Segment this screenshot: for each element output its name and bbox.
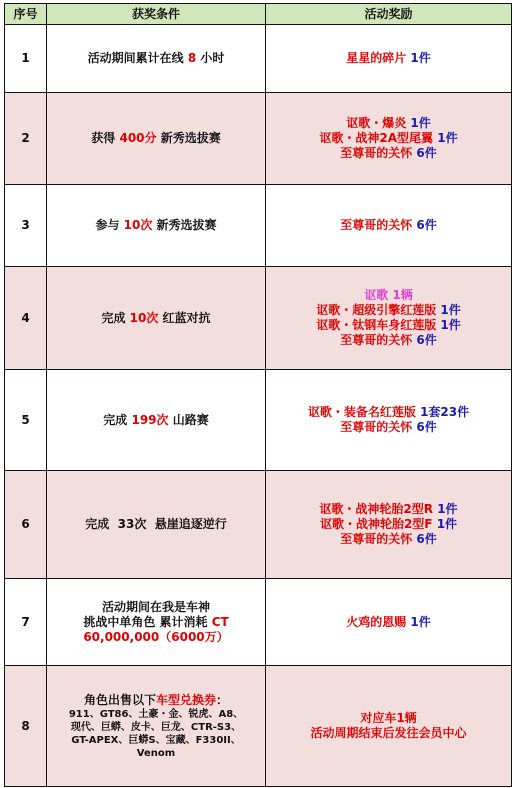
- condition-cell: [47, 185, 266, 267]
- reward-line: [266, 131, 511, 146]
- reward-qty: 1件: [410, 116, 431, 130]
- reward-item: 至尊哥的关怀: [340, 532, 413, 546]
- reward-line: [266, 532, 511, 547]
- condition-text: 活动期间累计在线: [87, 51, 184, 65]
- header-no: 序号: [5, 4, 47, 25]
- condition-text: ：: [216, 692, 229, 707]
- reward-cell: [266, 267, 512, 370]
- reward-line: [266, 420, 511, 435]
- reward-qty: 1件: [437, 502, 458, 516]
- table-row: [5, 185, 512, 267]
- condition-text: 参与: [95, 218, 120, 232]
- row-number: 6: [5, 471, 47, 579]
- condition-value: CT: [211, 614, 229, 629]
- reward-line: [266, 288, 511, 303]
- condition-cell: [47, 471, 266, 579]
- row-number: 4: [5, 267, 47, 370]
- reward-cell: [266, 666, 512, 787]
- condition-cell: [47, 267, 266, 370]
- condition-cell: [47, 370, 266, 471]
- condition-line: [47, 693, 265, 708]
- condition-text: 红蓝对抗: [162, 310, 211, 325]
- table-header-row: [5, 4, 512, 25]
- condition-text: 完成: [103, 412, 128, 427]
- reward-cell: [266, 370, 512, 471]
- reward-item: 讴歌・钛钢车身红莲版: [316, 318, 437, 332]
- table-row: [5, 471, 512, 579]
- condition-text: 完成: [101, 310, 126, 325]
- condition-text: 完成 33次 悬崖追逐逆行: [85, 517, 227, 531]
- reward-item: 讴歌・装备名红莲版: [307, 405, 416, 419]
- condition-value: 车型兑换券: [155, 692, 216, 707]
- reward-table: [4, 3, 512, 787]
- condition-value: 199次: [131, 412, 169, 427]
- reward-qty: 1件: [410, 614, 431, 629]
- reward-line: [266, 333, 511, 348]
- condition-cell: [47, 666, 266, 787]
- reward-line: [266, 318, 511, 333]
- reward-line: [266, 517, 511, 532]
- reward-qty: 6件: [416, 218, 437, 232]
- reward-cell: [266, 471, 512, 579]
- reward-item: 至尊哥的关怀: [340, 146, 413, 160]
- reward-item: 讴歌・战神轮胎2型R: [319, 502, 434, 516]
- table-row: [5, 93, 512, 185]
- reward-item: 讴歌・爆炎: [346, 116, 407, 130]
- reward-line: 活动周期结束后发往会员中心: [310, 726, 467, 740]
- condition-text: 角色出售以下: [83, 692, 156, 707]
- table-row: [5, 666, 512, 787]
- condition-text: 挑战中单角色 累计消耗: [83, 614, 208, 629]
- condition-value: 10次: [123, 218, 153, 232]
- reward-item: 讴歌: [364, 288, 389, 302]
- row-number: 3: [5, 185, 47, 267]
- reward-qty: 1套23件: [420, 405, 470, 419]
- condition-cell: [47, 93, 266, 185]
- reward-line: [266, 405, 511, 420]
- reward-qty: 1件: [437, 131, 458, 145]
- condition-value: 400分: [119, 131, 157, 145]
- condition-value: 10次: [129, 310, 159, 325]
- condition-value: 8: [187, 51, 197, 65]
- header-reward: 活动奖励: [266, 4, 512, 25]
- reward-item: 讴歌・超级引擎红莲版: [316, 303, 437, 317]
- condition-text: 小时: [200, 51, 225, 65]
- reward-qty: 6件: [416, 333, 437, 347]
- reward-item: 至尊哥的关怀: [340, 333, 413, 347]
- reward-item: 星星的碎片: [346, 51, 407, 65]
- table-row: [5, 25, 512, 93]
- row-number: 5: [5, 370, 47, 471]
- table-row: [5, 267, 512, 370]
- row-number: 2: [5, 93, 47, 185]
- condition-text: 获得: [91, 131, 116, 145]
- car-list-line: Venom: [136, 747, 176, 759]
- condition-text: 山路赛: [172, 412, 209, 427]
- row-number: 8: [5, 666, 47, 787]
- reward-item: 讴歌・战神轮胎2型F: [319, 517, 433, 531]
- reward-line: [266, 303, 511, 318]
- reward-item: 火鸡的恩赐: [346, 614, 407, 629]
- reward-qty: 1件: [436, 517, 458, 531]
- header-condition: 获奖条件: [47, 4, 266, 25]
- condition-value: 60,000,000（6000万）: [83, 629, 229, 644]
- reward-line: 对应车1辆: [360, 711, 417, 725]
- reward-line: [266, 146, 511, 161]
- reward-qty: 1件: [440, 303, 461, 317]
- reward-qty: 1件: [410, 51, 431, 65]
- car-list-line: 现代、巨蟒、皮卡、巨龙、CTR-S3、: [70, 721, 242, 733]
- reward-qty: 6件: [416, 532, 437, 546]
- reward-cell: [266, 25, 512, 93]
- row-number: 7: [5, 579, 47, 666]
- reward-cell: [266, 185, 512, 267]
- condition-cell: [47, 579, 266, 666]
- reward-qty: 6件: [416, 420, 437, 434]
- reward-qty: 6件: [416, 146, 437, 160]
- reward-cell: [266, 579, 512, 666]
- reward-line: [266, 116, 511, 131]
- condition-text: 新秀选拔赛: [156, 218, 217, 232]
- reward-qty: 1辆: [392, 288, 413, 302]
- reward-item: 至尊哥的关怀: [340, 218, 413, 232]
- reward-item: 至尊哥的关怀: [340, 420, 413, 434]
- table-row: [5, 579, 512, 666]
- reward-qty: 1件: [440, 318, 461, 332]
- condition-cell: [47, 25, 266, 93]
- car-list-line: 911、GT86、土豪・金、锐虎、A8、: [68, 708, 244, 720]
- reward-line: [266, 502, 511, 517]
- car-list-line: GT-APEX、巨蟒S、宝藏、F330II、: [71, 734, 241, 746]
- condition-line: 活动期间在我是车神: [101, 599, 210, 614]
- table-row: [5, 370, 512, 471]
- reward-cell: [266, 93, 512, 185]
- reward-item: 讴歌・战神2A型尾翼: [319, 131, 434, 145]
- condition-text: 新秀选拔赛: [160, 131, 221, 145]
- condition-line: [47, 615, 265, 630]
- row-number: 1: [5, 25, 47, 93]
